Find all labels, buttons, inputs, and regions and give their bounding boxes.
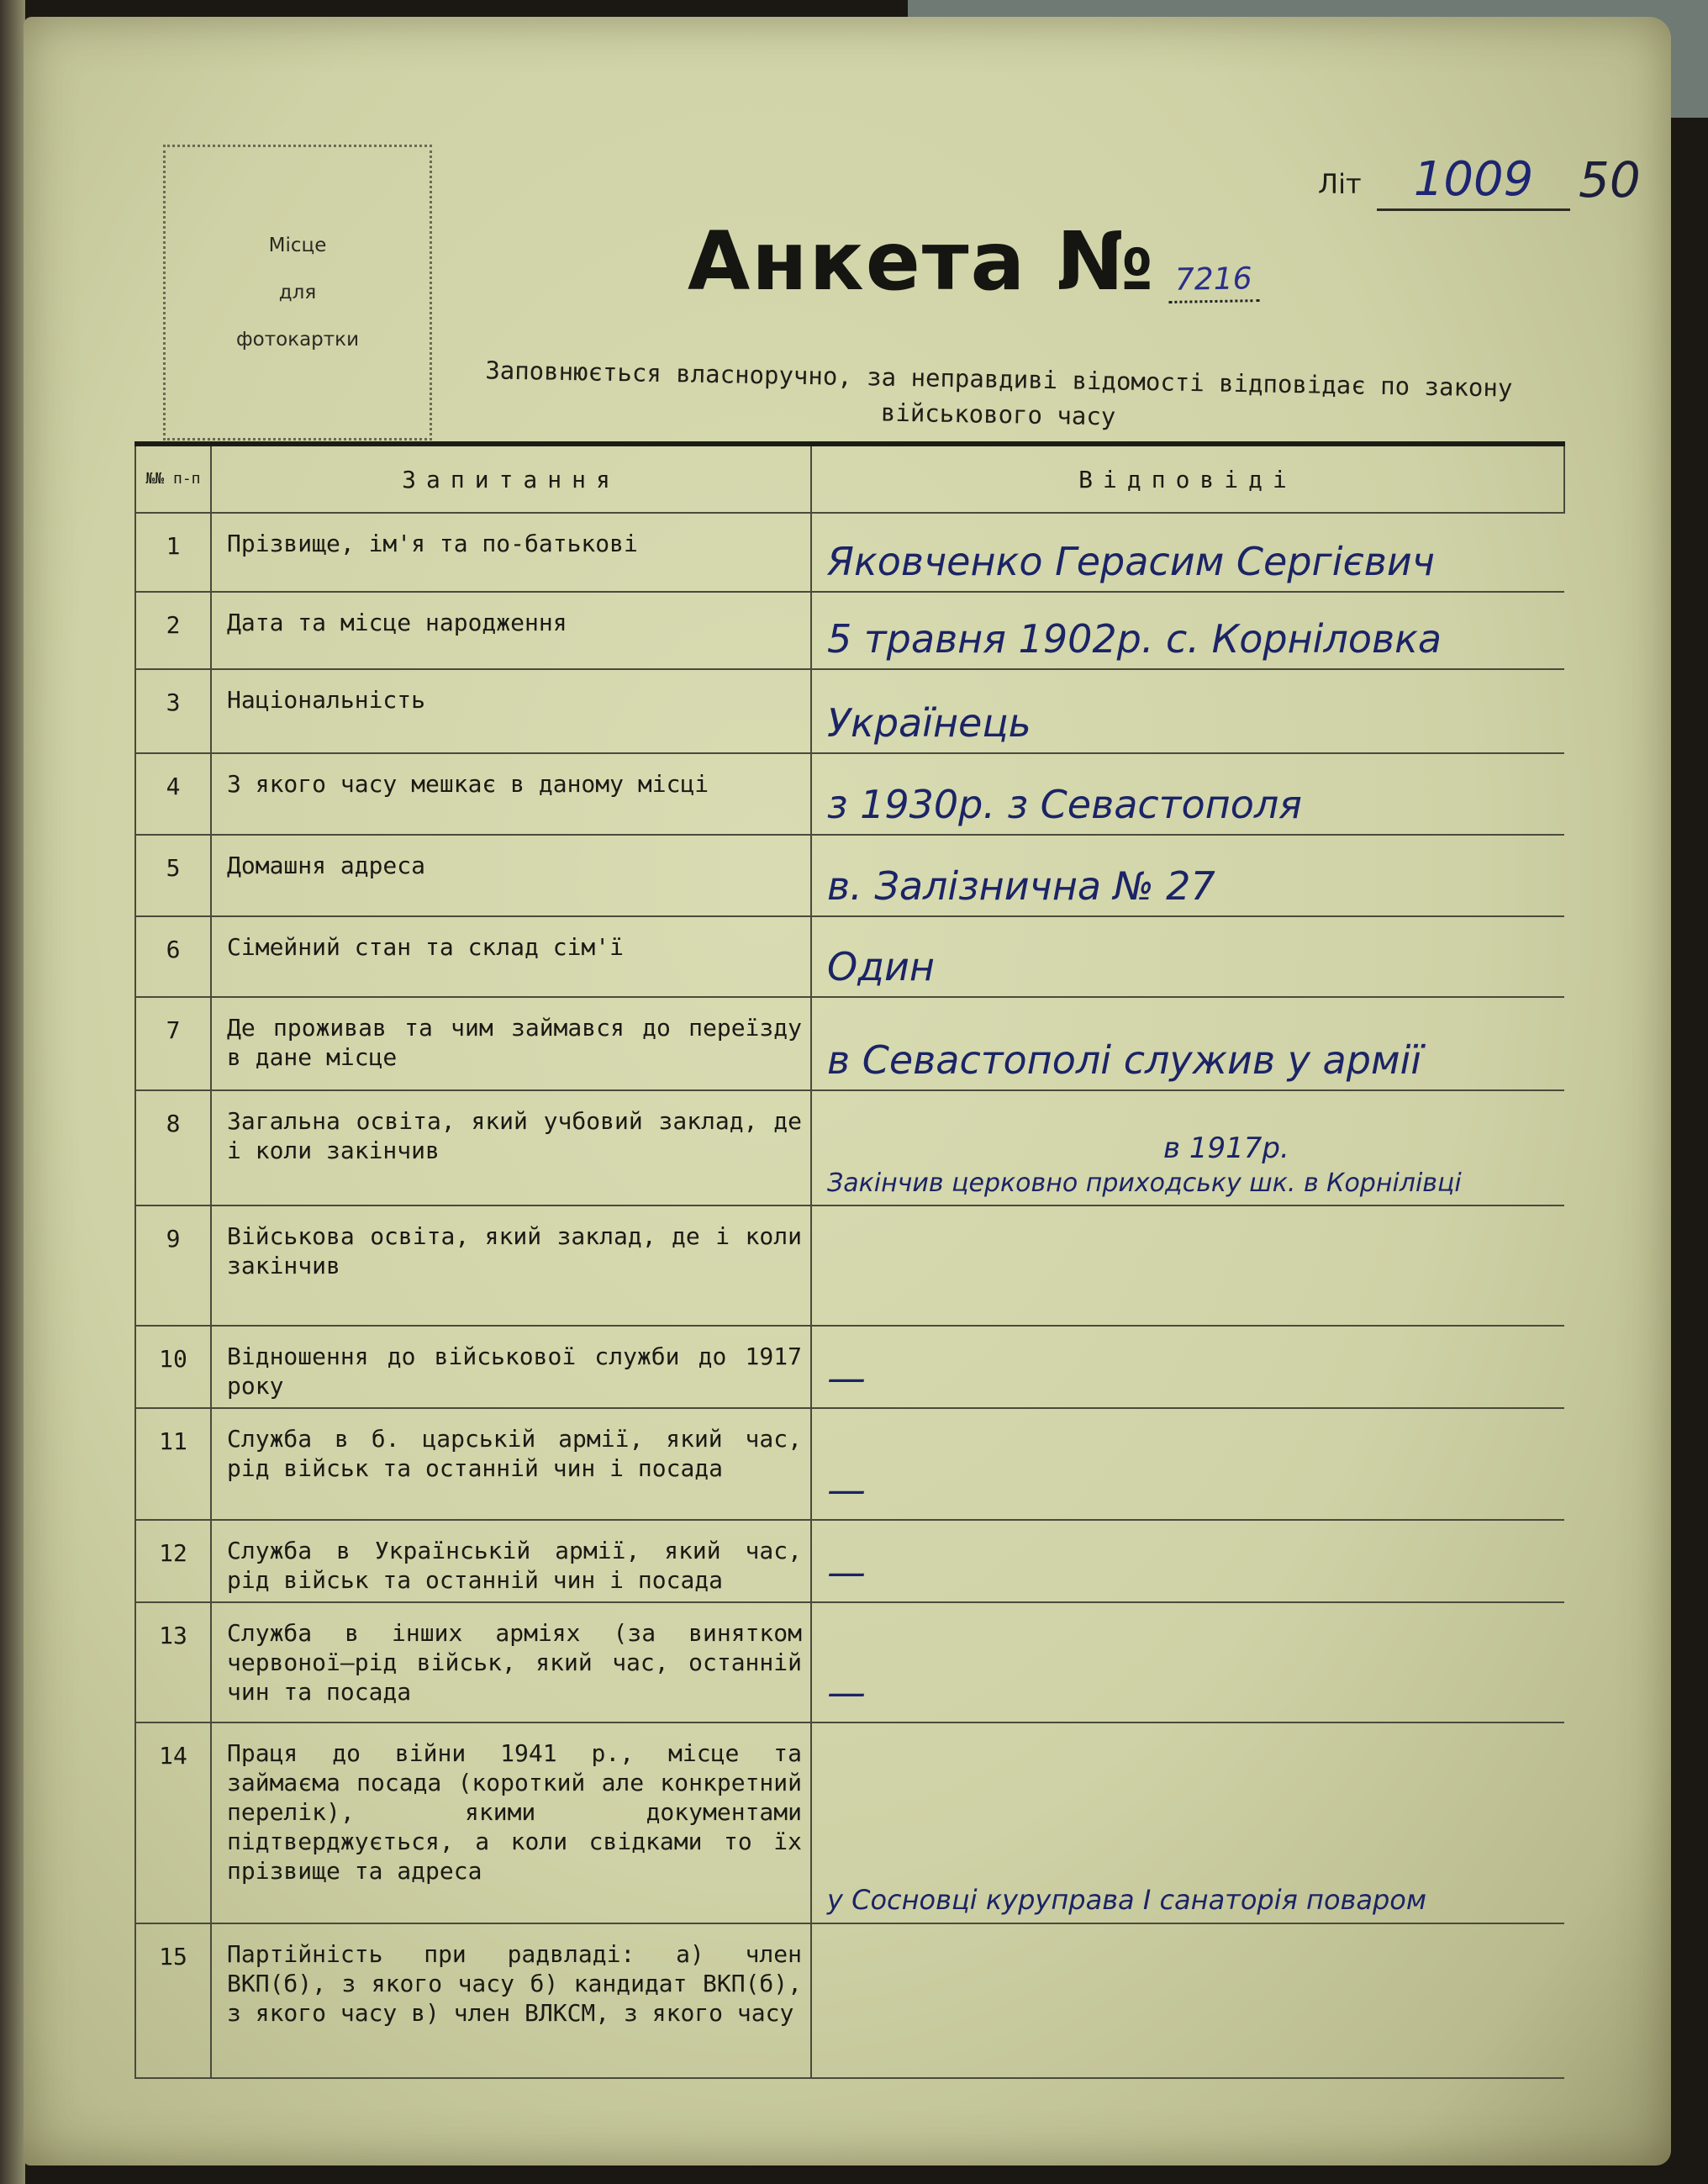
table-row [135,1520,1564,1602]
table-row [135,1722,1564,1924]
row-question: Де проживав та чим займався до переїзду в дане місце [211,997,811,1089]
row-answer: Украïнець [811,669,1564,753]
answer-text: Закінчив церковно приходську шк. в Корнiлiвцi [827,1168,1462,1199]
row-question: Служба в Українській армії, який час, рід військ та останній чин і посада [211,1520,811,1602]
photo-label-line-3: фотокартки [235,329,360,351]
left-page-edge [0,0,25,2184]
questionnaire-page [24,17,1671,2166]
row-question: Прізвище, ім'я та по-батькові [211,513,811,592]
lit-value: 1009 [1377,151,1570,211]
row-answer: з 1930р. з Севастополя [811,753,1564,835]
col-question-header: Запитання [211,444,811,513]
row-answer [811,1923,1564,2078]
row-answer: 5 травня 1902р. с. Корнiловка [811,592,1564,669]
row-answer: Один [811,916,1564,998]
photo-label-line-2: для [278,282,317,303]
row-number: 6 [135,916,211,998]
row-question: Загальна освіта, який учбовий заклад, де і коли закінчив [211,1090,811,1206]
row-number: 2 [135,592,211,669]
row-question: Праця до війни 1941 р., місце та займаєма посада (короткий але конкретний перелік), якими документами підтверджується, а коли свідками то їх прізвище та адреса [211,1722,811,1924]
row-answer: — [811,1520,1564,1602]
row-number: 5 [135,835,211,916]
row-question: Національність [211,669,811,753]
row-question: Сімейний стан та склад сім'ї [211,916,811,998]
photo-label-line-1: Місце [268,235,327,256]
table-row [135,1205,1564,1326]
table-row [135,513,1564,592]
table-header-row [135,444,1564,513]
table-row [135,1090,1564,1206]
row-answer: — [811,1326,1564,1408]
row-number: 8 [135,1090,211,1206]
table-row [135,916,1564,998]
row-answer [811,1205,1564,1326]
row-number: 10 [135,1326,211,1408]
row-answer: — [811,1602,1564,1722]
row-number: 13 [135,1602,211,1722]
table-row [135,1602,1564,1722]
row-question: З якого часу мешкає в даному місці [211,753,811,835]
row-number: 14 [135,1722,211,1924]
row-question: Служба в б. царській армії, який час, рід військ та останній чин і посада [211,1408,811,1520]
table-row [135,1408,1564,1520]
title-block [688,214,1259,324]
table-row [135,835,1564,916]
table-row [135,753,1564,835]
row-question: Партійність при радвладі: а) член ВКП(б), з якого часу б) кандидат ВКП(б), з якого часу в) член ВЛКСМ, з якого часу [211,1923,811,2078]
row-question: Військова освіта, який заклад, де і коли закінчив [211,1205,811,1326]
answer-note: в 1917р. [1163,1132,1289,1166]
table-row [135,669,1564,753]
row-answer: у Сосновці курупрaва І санаторія поваром [811,1722,1564,1924]
questionnaire-table [134,441,1565,2079]
col-answer-header: Відповіді [811,444,1564,513]
row-number: 4 [135,753,211,835]
row-number: 15 [135,1923,211,2078]
row-answer: в Севастополі служив у армії [811,997,1564,1089]
table-row [135,592,1564,669]
row-number: 7 [135,997,211,1089]
row-answer: в. Залізнична № 27 [811,835,1564,916]
table-row [135,997,1564,1089]
col-num-header: №№ п-п [135,444,211,513]
form-number: 7216 [1168,261,1259,303]
row-number: 11 [135,1408,211,1520]
folio-number: 50 [1579,151,1641,208]
row-number: 9 [135,1205,211,1326]
row-number: 3 [135,669,211,753]
form-subtitle: Заповнюється власноручно, за неправдиві відомості відповідає по закону військового часу [485,356,1513,431]
row-question: Домашня адреса [211,835,811,916]
row-number: 12 [135,1520,211,1602]
row-question: Дата та місце народження [211,592,811,669]
row-answer [811,1090,1564,1206]
table-row [135,1326,1564,1408]
table-row [135,1923,1564,2078]
row-answer: Яковченко Герасим Сергієвич [811,513,1564,592]
lit-label: Літ [1318,168,1362,200]
photo-placeholder [163,145,432,440]
row-answer: — [811,1408,1564,1520]
form-title: Анкета № [688,214,1156,309]
row-number: 1 [135,513,211,592]
row-question: Служба в інших арміях (за винятком червоної—рід військ, який час, останній чин та посада [211,1602,811,1722]
row-question: Відношення до військової служби до 1917 року [211,1326,811,1408]
